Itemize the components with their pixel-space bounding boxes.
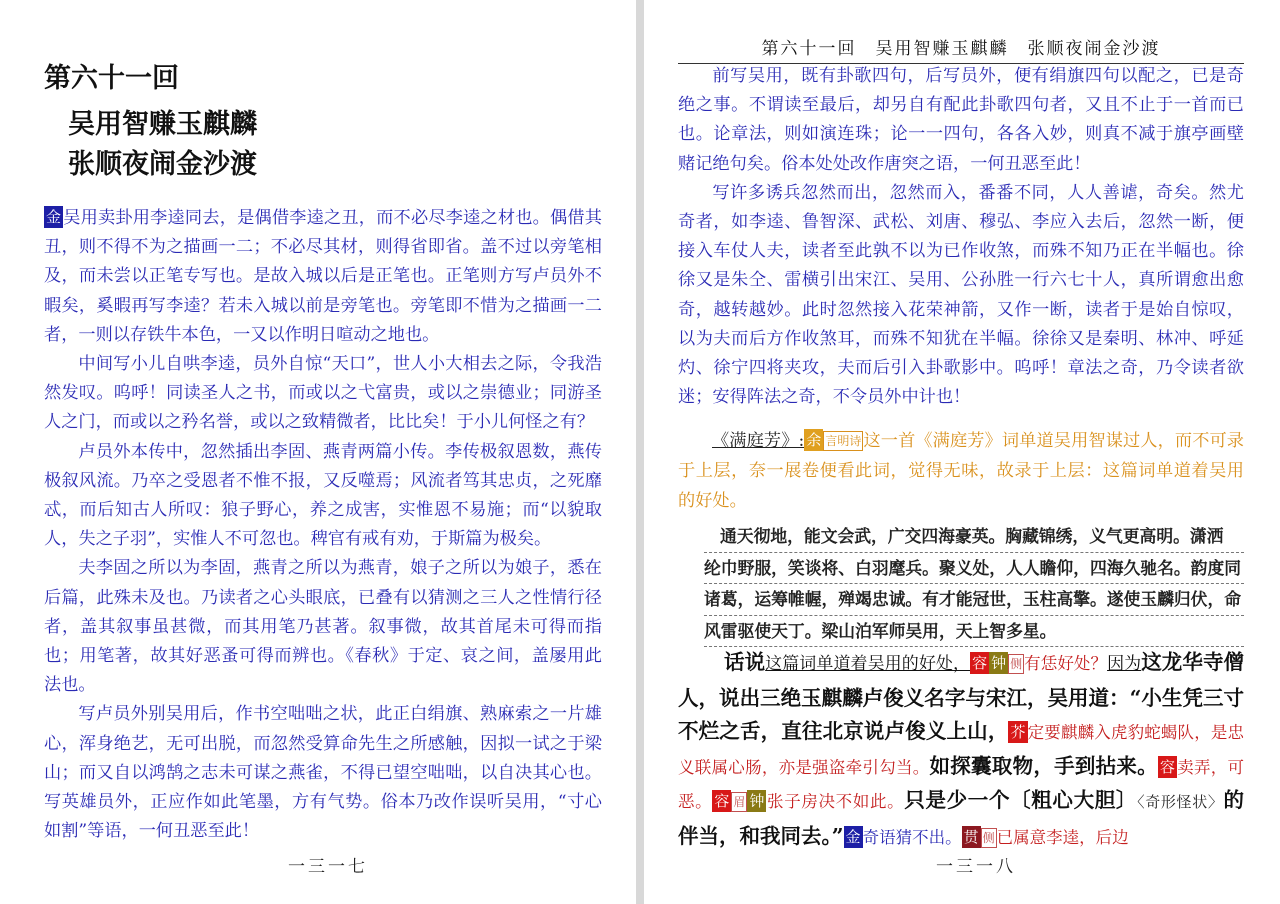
left-page	[0, 0, 636, 904]
right-page	[644, 0, 1280, 904]
commentator-tag-guan: 贯	[963, 827, 979, 846]
commentator-tag-rong: 容	[1159, 757, 1175, 776]
narrative-text: 话说这篇词单道着吴用的好处， 容 钟 侧 有恁好处？因为这龙华寺僧人，说出三绝玉麒麟卢俊义名字与宋江，吴用道：“小生凭三寸不烂之舌，直往北京说卢俊义上山， 芥 定要麒麟入虎豹蛇蝎队，是忠义联属心肠，亦是强盗牵引勾当。如探囊取物，手到拈来。 容 卖弄，可恶。 容 眉 钟 张子房决不如此。只是少一个〔粗心大胆〕〈奇形怪状〉的伴当，和我同去。” 金 奇语猜不出。 贯 侧 已属意李逵，后边	[678, 650, 1245, 848]
commentator-tag-ce: 侧	[981, 828, 997, 848]
commentator-tag-jie: 芥	[1010, 723, 1026, 742]
book-gutter	[636, 0, 644, 904]
commentary-paragraph: 写卢员外别吴用后，作书空咄咄之状，此正白绢旗、熟麻索之一片雄心，浑身绝艺，无可出脱，而忽然受算命先生之所感触，因拟一试之于梁山；而又自以鸿鹄之志未可谋之燕雀，不得已望空咄咄，以自决其心也。写英雄员外，正应作如此笔墨，方有气势。俗本乃改作误听吴用，“寸心如割”等语，一何丑恶至此！	[44, 704, 602, 842]
red-annotation: 定要麒麟入虎豹蛇蝎队，是忠义联属心肠，亦是强盗牵引勾当。	[678, 723, 1245, 777]
poem-line: 纶巾野服，笑谈将、白羽麾兵。聚义处，人人瞻仰，四海久驰名。韵度同	[704, 553, 1244, 585]
red-annotation: 已属意李逵，后边	[996, 827, 1129, 847]
chapter-number: 第六十一回	[44, 63, 179, 94]
page-number-left: 一三一七	[288, 857, 368, 877]
poem-line: 诸葛，运筹帷幄，殚竭忠诚。有才能冠世，玉柱高擎。遂使玉麟归伏，命	[704, 584, 1244, 616]
commentator-tag-jin: 金	[845, 827, 861, 846]
commentator-tag-jin: 金	[46, 208, 62, 226]
commentator-tag-rong: 容	[972, 654, 988, 672]
poem-intro-text: 这一首《满庭芳》词单道吴用智谋过人，而不可录于上层，奈一展卷便看此词，觉得无味，故录于上层：这篇词单道着吴用的好处。	[678, 431, 1244, 511]
red-annotation: 有恁好处？	[1024, 654, 1108, 673]
commentator-tag-ce: 侧	[1008, 654, 1024, 674]
commentary-paragraph: 夫李固之所以为李固，燕青之所以为燕青，娘子之所以为娘子，悉在后篇，此殊未及也。乃读者之心头眼底，已叠有以猜测之三人之性情行径者，盖其叙事虽甚微，而其用笔乃甚著。叙事微，故其首尾未可得而指也；用笔著，故其好恶蚤可得而辨也。《春秋》于定、哀之间，盖屡用此法也。	[44, 558, 602, 696]
poem-body	[704, 521, 1244, 647]
commentator-tag-rong: 容	[714, 792, 730, 811]
commentator-tag-zhong: 钟	[991, 654, 1007, 672]
chapter-title	[44, 60, 257, 184]
running-header: 第六十一回 吴用智赚玉麒麟 张顺夜闹金沙渡	[678, 34, 1244, 64]
variant-note: 〈奇形怪状〉	[1137, 793, 1224, 812]
commentary-paragraph: 卢员外本传中，忽然插出李固、燕青两篇小传。李传极叙恩数，燕传极叙风流。乃卒之受恩者不惟不报，又反噬焉；风流者笃其忠贞，之死靡忒，而后知古人所叹：狼子野心，养之成害，实惟恩不易施；而“以貌取人，失之子羽”，实惟人不可忽也。稗官有戒有劝，于斯篇为极矣。	[44, 441, 602, 550]
chapter-subtitle-line-2: 张顺夜闹金沙渡	[68, 149, 257, 180]
commentator-tag-yanming: 言明诗	[823, 431, 863, 451]
red-annotation: 张子房决不如此。	[766, 792, 905, 812]
commentator-tag-mei: 眉	[731, 792, 747, 812]
commentator-tag-zhong: 钟	[749, 792, 765, 811]
chapter-subtitle-line-1: 吴用智赚玉麒麟	[68, 109, 257, 140]
poem-line: 通天彻地，能文会武，广交四海豪英。胸藏锦绣，义气更高明。潇洒	[704, 521, 1244, 553]
poem-title: 《满庭芳》:	[712, 431, 805, 451]
page-number-right: 一三一八	[936, 857, 1016, 877]
red-annotation: 卖弄，可恶。	[678, 757, 1245, 812]
commentary-block-right	[678, 62, 1244, 412]
poem-intro	[678, 426, 1244, 516]
commentary-block-left	[44, 204, 602, 846]
commentary-paragraph: 前写吴用，既有卦歌四句，后写员外，便有绢旗四句以配之，已是奇绝之事。不谓读至最后，却另自有配此卦歌四句者，又且不止于一首而已也。论章法，则如演连珠；论一一四句，各各入妙，则真不减于旗亭画壁赌记绝句矣。俗本处处改作唐突之语，一何丑恶至此！	[678, 66, 1244, 174]
commentator-tag-yu: 余	[806, 431, 822, 449]
commentary-paragraph: 中间写小儿自哄李逵，员外自惊“天口”，世人小大相去之际，令我浩然发叹。呜呼！同读圣人之书，而或以之弋富贵，或以之崇德业；同游圣人之门，而或以之矜名誉，或以之致精微者，比比矣！于小儿何怪之有？	[44, 354, 602, 433]
commentary-paragraph: 写许多诱兵忽然而出，忽然而入，番番不同，人人善谑，奇矣。然尤奇者，如李逵、鲁智深、武松、刘唐、穆弘、李应入去后，忽然一断，便接入车仗人夫，读者至此孰不以为已作收煞，而殊不知乃正在半幅也。徐徐又是朱仝、雷横引出宋江、吴用、公孙胜一行六七十人，真所谓愈出愈奇，越转越妙。此时忽然接入花荣神箭，又作一断，读者于是始自惊叹，以为夫而后方作收煞耳，而殊不知犹在半幅。徐徐又是秦明、林冲、呼延灼、徐宁四将夹攻，夫而后引入卦歌影中。呜呼！章法之奇，乃令读者欲迷；安得阵法之奇，不令员外中计也！	[678, 182, 1244, 408]
commentary-paragraph: 金 吴用卖卦用李逵同去，是偶借李逵之丑，而不必尽李逵之材也。偶借其丑，则不得不为之描画一二；不必尽其材，则得省即省。盖不过以旁笔相及，而未尝以正笔专写也。是故入城以后是正笔也。正笔则方写卢员外不暇矣，奚暇再写李逵？若未入城以前是旁笔也。旁笔即不惜为之描画一二者，一则以存铁牛本色，一又以作明日喧动之地也。	[44, 208, 602, 345]
blue-annotation: 奇语猜不出。	[862, 827, 962, 847]
poem-line: 风雷驱使天丁。梁山泊军师吴用，天上智多星。	[704, 616, 1244, 648]
